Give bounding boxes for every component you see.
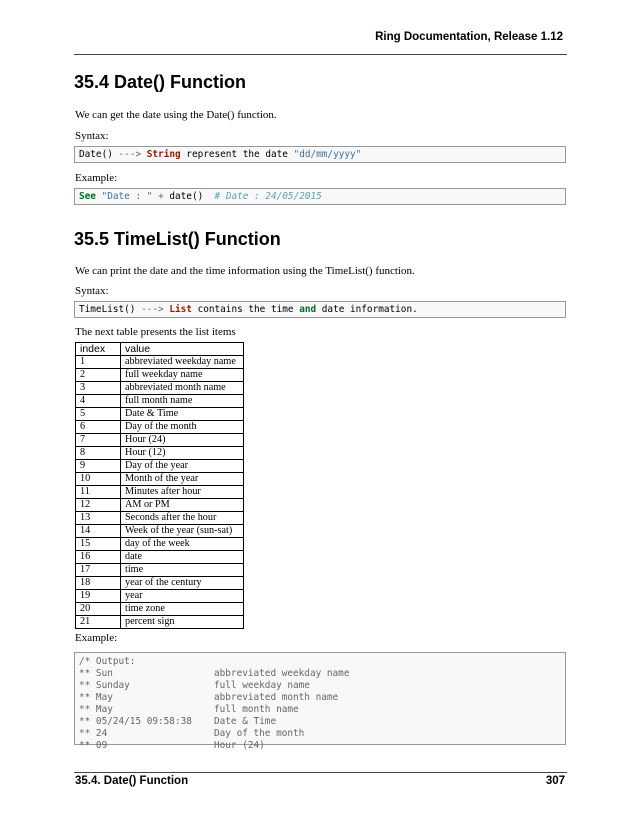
table-row [76, 460, 244, 473]
table-cell-index: 9 [76, 460, 121, 473]
table-row [76, 434, 244, 447]
table-row [76, 512, 244, 525]
table-row [76, 564, 244, 577]
table-header-row [76, 343, 244, 356]
table-cell-index: 15 [76, 538, 121, 551]
table-cell-index: 13 [76, 512, 121, 525]
table-cell-index: 2 [76, 369, 121, 382]
table-cell-value: year of the century [121, 577, 244, 590]
code-comment: # Date : 24/05/2015 [214, 191, 322, 202]
table-cell-value: Hour (24) [121, 434, 244, 447]
code-string: "Date : " [101, 191, 153, 202]
table-cell-index: 7 [76, 434, 121, 447]
code-line-output: /* Output: [79, 656, 136, 667]
table-cell-index: 14 [76, 525, 121, 538]
table-cell-index: 4 [76, 395, 121, 408]
code-text: contains the time [197, 304, 294, 315]
table-row [76, 408, 244, 421]
code-string: "dd/mm/yyyy" [293, 149, 362, 160]
running-header: Ring Documentation, Release 1.12 [375, 31, 563, 43]
table-cell-index: 17 [76, 564, 121, 577]
table-row [76, 551, 244, 564]
table-row [76, 421, 244, 434]
code-line [79, 656, 561, 668]
timelist-example-label: Example: [75, 632, 118, 644]
page-number: 307 [545, 775, 565, 787]
table-cell-value: percent sign [121, 616, 244, 629]
code-line [79, 668, 561, 680]
table-cell-value: date [121, 551, 244, 564]
table-row [76, 356, 244, 369]
code-line-output: ** 05/24/15 09:58:38 [79, 716, 192, 727]
table-row [76, 525, 244, 538]
date-intro-text: We can get the date using the Date() function. [75, 109, 277, 121]
table-row [76, 499, 244, 512]
table-cell-index: 6 [76, 421, 121, 434]
table-cell-index: 19 [76, 590, 121, 603]
code-line-description: Day of the month [214, 728, 305, 739]
table-row [76, 473, 244, 486]
code-keyword: String [146, 149, 181, 160]
table-cell-value: Seconds after the hour [121, 512, 244, 525]
table-cell-index: 3 [76, 382, 121, 395]
table-cell-value: Hour (12) [121, 447, 244, 460]
table-cell-value: full weekday name [121, 369, 244, 382]
code-line-description: full weekday name [214, 680, 310, 691]
code-line-description: full month name [214, 704, 299, 715]
code-line [79, 704, 561, 716]
code-line [79, 740, 561, 752]
timelist-table [75, 342, 244, 629]
table-cell-index: 10 [76, 473, 121, 486]
table-cell-index: 21 [76, 616, 121, 629]
table-cell-value: AM or PM [121, 499, 244, 512]
table-cell-value: time [121, 564, 244, 577]
code-arrow: ---> [118, 149, 142, 160]
table-intro-text: The next table presents the list items [75, 326, 236, 338]
table-row [76, 395, 244, 408]
footer-rule [74, 772, 567, 773]
table-cell-index: 16 [76, 551, 121, 564]
code-line-output: ** Sun [79, 668, 113, 679]
table-row [76, 590, 244, 603]
section-heading-timelist: 35.5 TimeList() Function [74, 229, 281, 249]
code-line [79, 716, 561, 728]
code-fn: Date() [79, 149, 113, 160]
code-fn: TimeList() [79, 304, 136, 315]
table-header-index: index [76, 343, 121, 356]
header-rule [74, 54, 567, 55]
timelist-example-code [74, 652, 566, 751]
date-syntax-label: Syntax: [75, 130, 109, 142]
table-header-value: value [121, 343, 244, 356]
date-example-label: Example: [75, 172, 118, 184]
table-cell-value: Date & Time [121, 408, 244, 421]
date-example-code [74, 188, 566, 205]
timelist-intro-text: We can print the date and the time information using the TimeList() function. [75, 265, 415, 277]
table-cell-index: 11 [76, 486, 121, 499]
table-row [76, 616, 244, 629]
code-keyword-and: and [299, 304, 317, 315]
table-cell-value: Day of the year [121, 460, 244, 473]
table-cell-value: Month of the year [121, 473, 244, 486]
code-text-rest: date information. [321, 304, 418, 315]
table-cell-index: 8 [76, 447, 121, 460]
table-cell-value: time zone [121, 603, 244, 616]
footer-section-title: 35.4. Date() Function [75, 775, 189, 787]
table-cell-value: Day of the month [121, 421, 244, 434]
code-line-output: ** 09 [79, 740, 108, 751]
table-cell-index: 20 [76, 603, 121, 616]
code-line [79, 692, 561, 704]
code-arrow: ---> [141, 304, 164, 315]
table-cell-index: 1 [76, 356, 121, 369]
table-cell-value: full month name [121, 395, 244, 408]
date-syntax-code [74, 146, 566, 163]
table-cell-value: year [121, 590, 244, 603]
code-line [79, 728, 561, 740]
table-row [76, 447, 244, 460]
table-cell-value: day of the week [121, 538, 244, 551]
code-text: represent the date [186, 149, 288, 160]
code-line [79, 680, 561, 692]
code-line-output: ** May [79, 704, 113, 715]
code-line-description: abbreviated weekday name [214, 668, 350, 679]
table-cell-index: 18 [76, 577, 121, 590]
section-heading-date: 35.4 Date() Function [74, 72, 247, 92]
timelist-syntax-code [74, 301, 566, 318]
code-keyword: List [169, 304, 192, 315]
code-keyword: See [79, 191, 96, 202]
code-line-output: ** May [79, 692, 113, 703]
code-line-description: Date & Time [214, 716, 277, 727]
table-cell-value: abbreviated month name [121, 382, 244, 395]
table-row [76, 577, 244, 590]
table-row [76, 382, 244, 395]
code-line-description: abbreviated month name [214, 692, 339, 703]
table-row [76, 369, 244, 382]
code-operator: + [158, 191, 164, 202]
table-cell-value: Week of the year (sun-sat) [121, 525, 244, 538]
timelist-syntax-label: Syntax: [75, 285, 109, 297]
table-row [76, 538, 244, 551]
code-call: date() [169, 191, 204, 202]
table-cell-index: 5 [76, 408, 121, 421]
table-row [76, 603, 244, 616]
table-row [76, 486, 244, 499]
code-line-output: ** Sunday [79, 680, 130, 691]
code-line-output: ** 24 [79, 728, 108, 739]
table-cell-index: 12 [76, 499, 121, 512]
table-cell-value: abbreviated weekday name [121, 356, 244, 369]
table-cell-value: Minutes after hour [121, 486, 244, 499]
code-line-description: Hour (24) [214, 740, 265, 751]
